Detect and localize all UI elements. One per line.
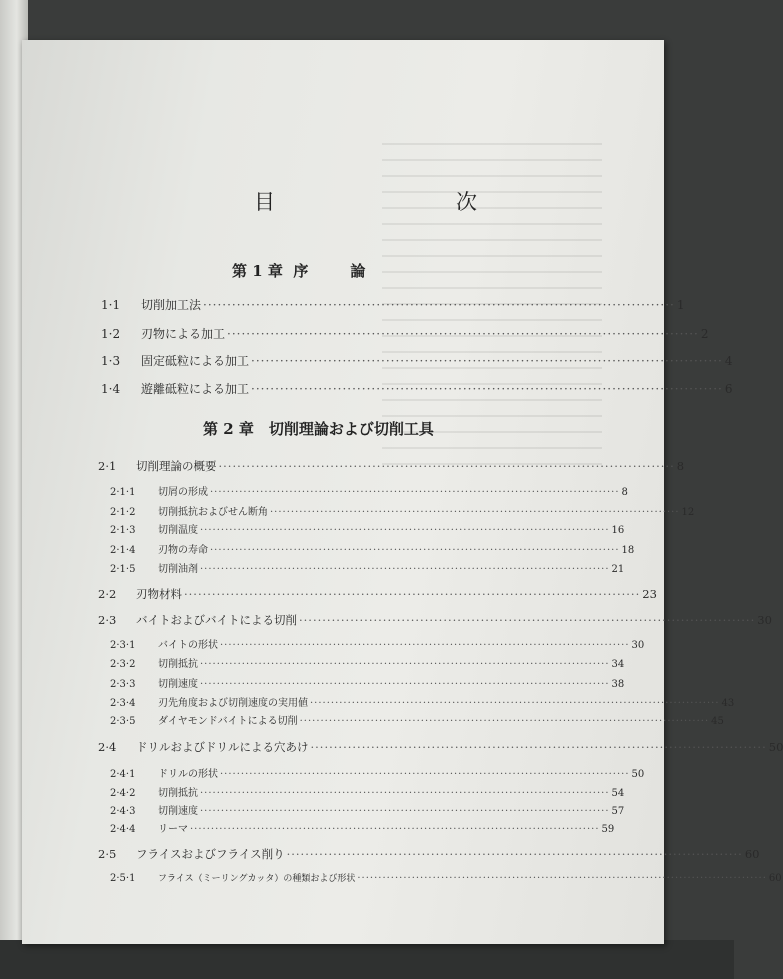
chapter-1-title-b: 論 [350, 262, 366, 280]
toc-entry-2-4-4[interactable] [110, 820, 615, 835]
section-number: 2·4·2 [110, 788, 136, 799]
section-title: フライス（ミーリングカッタ）の種類および形状 [158, 874, 356, 884]
section-title: 切削加工法 [141, 298, 202, 312]
section-number: 2·1 [98, 459, 117, 473]
section-number: 2·4·1 [110, 769, 136, 780]
section-title: ドリルの形状 [158, 769, 218, 780]
leader-dots: ·································································································· [200, 679, 610, 690]
section-title: 遊離砥粒による加工 [141, 382, 250, 396]
section-title: フライスおよびフライス削り [136, 847, 285, 861]
page-number: 2 [700, 327, 709, 341]
section-number: 2·1·1 [110, 487, 136, 498]
section-number: 2·3·4 [110, 698, 136, 709]
section-title: 刃物による加工 [141, 327, 226, 341]
section-title: 刃物材料 [136, 587, 182, 601]
toc-entry-2-2[interactable] [98, 586, 657, 602]
section-title: 刃物の寿命 [158, 545, 208, 556]
section-number: 2·1·4 [110, 545, 136, 556]
leader-dots: ·································································································· [251, 382, 723, 396]
section-number: 2·5 [98, 847, 117, 861]
page-number: 4 [724, 354, 733, 368]
section-number: 2·4·3 [110, 806, 136, 817]
toc-entry-1-4[interactable] [101, 380, 733, 397]
leader-dots: ·································································································· [200, 525, 610, 536]
chapter-1-title-a: 序 [293, 262, 309, 280]
leader-dots: ·································································································· [299, 716, 710, 727]
section-title: バイトの形状 [158, 640, 218, 651]
toc-entry-2-3[interactable] [98, 612, 772, 628]
section-title: 切削温度 [158, 525, 198, 536]
page-number: 16 [611, 525, 625, 536]
leader-dots: ·································································································· [184, 587, 641, 601]
leader-dots: ·································································································· [203, 298, 675, 312]
page-number: 60 [744, 847, 760, 861]
page-number: 57 [611, 806, 625, 817]
table-surface [0, 940, 734, 979]
section-number: 2·2 [98, 587, 117, 601]
page-number: 34 [611, 659, 625, 670]
page-number: 12 [681, 507, 695, 518]
page-number: 38 [611, 679, 625, 690]
page-number: 30 [757, 613, 772, 627]
toc-entry-1-3[interactable] [101, 352, 733, 369]
section-number: 2·1·2 [110, 507, 136, 518]
section-title: 切削理論の概要 [136, 459, 217, 473]
toc-entry-2-1-4[interactable] [110, 541, 635, 556]
section-title: 切削油剤 [158, 564, 198, 575]
section-number: 1·3 [101, 354, 121, 368]
page-number: 50 [631, 769, 645, 780]
section-title: ダイヤモンドバイトによる切削 [158, 716, 298, 727]
leader-dots: ·································································································· [310, 740, 767, 754]
toc-entry-2-5-1[interactable] [110, 871, 782, 884]
section-number: 2·4·4 [110, 824, 136, 835]
toc-entry-2-1-2[interactable] [110, 503, 695, 518]
toc-entry-2-5[interactable] [98, 846, 760, 862]
leader-dots: ·································································································· [227, 327, 699, 341]
section-title: リーマ [158, 824, 188, 835]
section-number: 2·3·2 [110, 659, 136, 670]
leader-dots: ·································································································· [200, 564, 610, 575]
toc-entry-2-3-5[interactable] [110, 712, 724, 727]
section-title: 切削抵抗 [158, 659, 198, 670]
leader-dots: ·································································································· [286, 847, 743, 861]
leader-dots: ·································································································· [220, 640, 630, 651]
section-title: 切削速度 [158, 806, 198, 817]
section-number: 2·1·3 [110, 525, 136, 536]
chapter-2-heading: 第 2 章 切削理論および切削工具 [203, 420, 434, 438]
toc-entry-2-4[interactable] [98, 739, 783, 755]
section-number: 2·4 [98, 740, 117, 754]
page-number: 23 [642, 587, 657, 601]
chapter-1-label: 第 1 章 [232, 262, 283, 280]
chapter-1-heading [232, 260, 365, 281]
page-number: 60 [768, 873, 782, 884]
leader-dots: ·································································································· [310, 698, 720, 709]
leader-dots: ·································································································· [270, 507, 680, 518]
page-number: 54 [611, 788, 625, 799]
toc-entry-2-1-3[interactable] [110, 521, 625, 536]
section-number: 2·1·5 [110, 564, 136, 575]
page-number: 8 [621, 487, 628, 498]
section-number: 1·4 [101, 382, 121, 396]
page-number: 1 [676, 298, 685, 312]
section-title: 切削抵抗 [158, 788, 198, 799]
toc-entry-1-1[interactable] [101, 296, 685, 313]
page-number: 59 [601, 824, 615, 835]
page-number: 8 [676, 459, 685, 473]
page-number: 6 [724, 382, 733, 396]
toc-entry-2-1-1[interactable] [110, 483, 628, 498]
section-title: 切屑の形成 [158, 487, 208, 498]
page-number: 45 [711, 716, 724, 727]
page-number: 18 [621, 545, 635, 556]
section-title: 刃先角度および切削速度の実用値 [158, 698, 308, 709]
section-number: 1·2 [101, 327, 121, 341]
toc-entry-2-3-4[interactable] [110, 694, 735, 709]
page-number: 21 [611, 564, 625, 575]
toc-entry-1-2[interactable] [101, 325, 709, 342]
toc-entry-2-4-2[interactable] [110, 784, 625, 799]
page-title: 目 次 [254, 190, 557, 214]
leader-dots: ·································································································· [357, 873, 767, 884]
section-title: バイトおよびバイトによる切削 [136, 613, 297, 627]
toc-entry-2-4-3[interactable] [110, 802, 625, 817]
section-number: 2·3 [98, 613, 117, 627]
page-number: 43 [721, 698, 735, 709]
section-number: 1·1 [101, 298, 121, 312]
toc-entry-2-3-2[interactable] [110, 655, 625, 670]
section-number: 2·3·5 [110, 716, 136, 727]
section-title: 切削速度 [158, 679, 198, 690]
toc-entry-2-1[interactable] [98, 458, 685, 474]
section-number: 2·5·1 [110, 873, 136, 884]
leader-dots: ·································································································· [218, 459, 675, 473]
section-title: 固定砥粒による加工 [141, 354, 250, 368]
leader-dots: ·································································································· [210, 487, 620, 498]
toc-entry-2-4-1[interactable] [110, 765, 645, 780]
page-number: 30 [631, 640, 645, 651]
section-title: 切削抵抗およびせん断角 [158, 507, 268, 518]
toc-entry-2-1-5[interactable] [110, 560, 625, 575]
leader-dots: ·································································································· [200, 659, 610, 670]
toc-entry-2-3-1[interactable] [110, 636, 645, 651]
section-title: ドリルおよびドリルによる穴あけ [136, 740, 309, 754]
leader-dots: ·································································································· [299, 613, 756, 627]
leader-dots: ·································································································· [220, 769, 630, 780]
leader-dots: ·································································································· [210, 545, 620, 556]
leader-dots: ·································································································· [200, 788, 610, 799]
page-number: 50 [768, 740, 783, 754]
leader-dots: ·································································································· [190, 824, 600, 835]
section-number: 2·3·3 [110, 679, 136, 690]
leader-dots: ·································································································· [200, 806, 610, 817]
toc-entry-2-3-3[interactable] [110, 675, 625, 690]
leader-dots: ·································································································· [251, 354, 723, 368]
section-number: 2·3·1 [110, 640, 136, 651]
